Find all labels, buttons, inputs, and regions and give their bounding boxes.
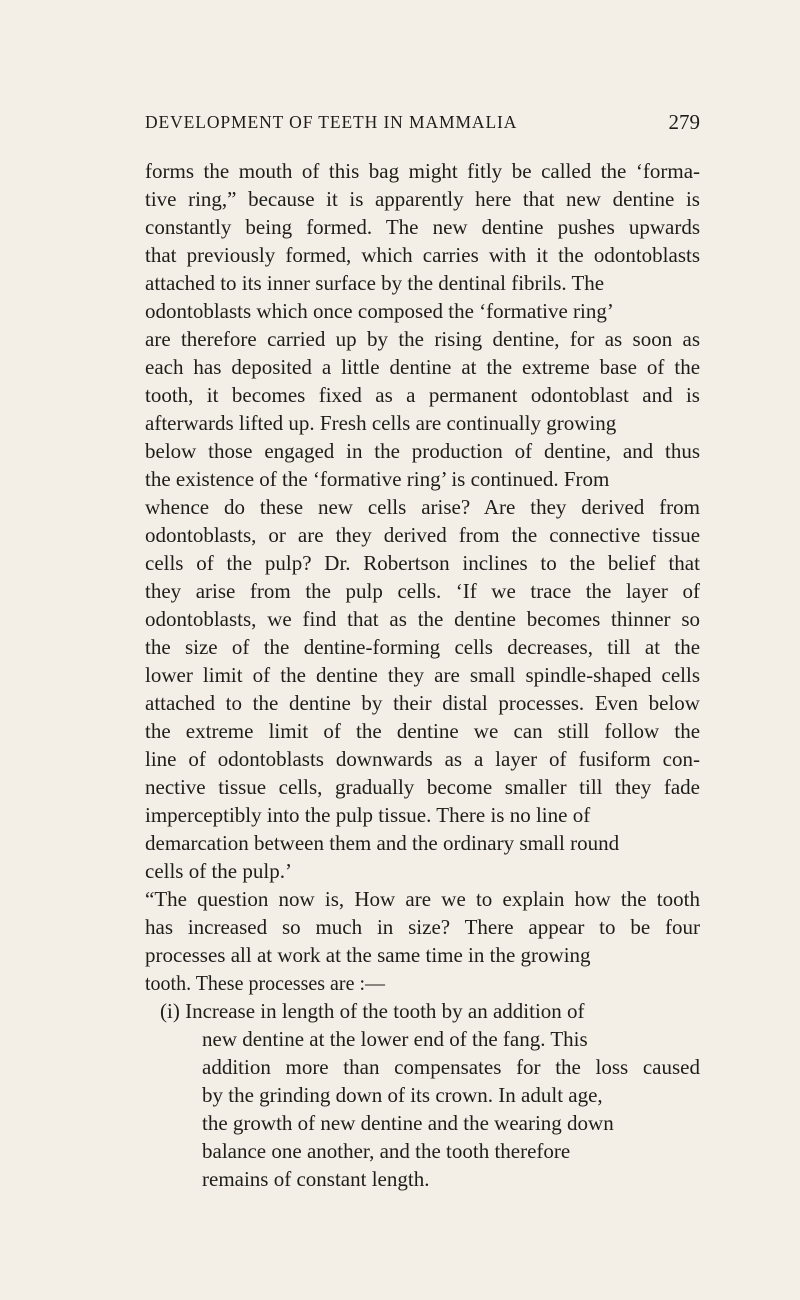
text-line: tooth, it becomes fixed as a permanent odontoblast and is <box>145 383 700 407</box>
text-line: imperceptibly into the pulp tissue. There is no line of <box>145 803 591 827</box>
running-title: DEVELOPMENT OF TEETH IN MAMMALIA <box>145 112 518 132</box>
text-line: the existence of the ‘formative ring’ is continued. From <box>145 467 610 491</box>
text-line: the growth of new dentine and the wearing down <box>202 1111 614 1135</box>
text-line: that previously formed, which carries with it the odontoblasts <box>145 243 701 267</box>
text-line: has increased so much in size? There appear to be four <box>145 915 700 939</box>
text-line: odontoblasts, or are they derived from the connective tissue <box>145 523 701 547</box>
text-line: tive ring,” because it is apparently here that new dentine is <box>145 187 700 211</box>
text-line: are therefore carried up by the rising dentine, for as soon as <box>145 327 701 351</box>
page-number: 279 <box>668 110 700 134</box>
text-line: attached to the dentine by their distal processes. Even below <box>145 691 700 715</box>
text-line: new dentine at the lower end of the fang. This <box>202 1027 588 1051</box>
text-line: each has deposited a little dentine at the extreme base of the <box>145 355 701 379</box>
text-line: lower limit of the dentine they are small spindle-shaped cells <box>145 663 700 687</box>
text-line: “The question now is, How are we to explain how the tooth <box>145 887 700 911</box>
text-line: attached to its inner surface by the dentinal fibrils. The <box>145 271 605 295</box>
text-line: afterwards lifted up. Fresh cells are continually growing <box>145 411 617 435</box>
text-line: nective tissue cells, gradually become smaller till they fade <box>145 775 700 799</box>
text-line: by the grinding down of its crown. In adult age, <box>202 1083 603 1107</box>
text-line: balance one another, and the tooth therefore <box>202 1139 571 1163</box>
text-line: the size of the dentine-forming cells decreases, till at the <box>145 635 701 659</box>
text-line: addition more than compensates for the loss caused <box>202 1055 701 1079</box>
text-line: remains of constant length. <box>202 1167 430 1191</box>
text-line: (i) Increase in length of the tooth by an addition of <box>160 999 585 1023</box>
text-line: constantly being formed. The new dentine pushes upwards <box>145 215 701 239</box>
text-line: cells of the pulp.’ <box>145 859 292 883</box>
text-line: processes all at work at the same time in the growing <box>145 943 591 967</box>
text-line: tooth. These processes are :— <box>145 971 385 995</box>
text-line: whence do these new cells arise? Are they derived from <box>145 495 700 519</box>
text-line: cells of the pulp? Dr. Robertson inclines to the belief that <box>145 551 700 575</box>
text-line: forms the mouth of this bag might fitly be called the ‘forma- <box>145 159 701 183</box>
text-line: below those engaged in the production of dentine, and thus <box>145 439 701 463</box>
text-line: they arise from the pulp cells. ‘If we trace the layer of <box>145 579 700 603</box>
text-line: the extreme limit of the dentine we can still follow the <box>145 719 701 743</box>
text-line: odontoblasts, we find that as the dentine becomes thinner so <box>145 607 701 631</box>
text-line: demarcation between them and the ordinary small round <box>145 831 620 855</box>
text-line: odontoblasts which once composed the ‘formative ring’ <box>145 299 614 323</box>
text-line: line of odontoblasts downwards as a layer of fusiform con- <box>145 747 700 771</box>
